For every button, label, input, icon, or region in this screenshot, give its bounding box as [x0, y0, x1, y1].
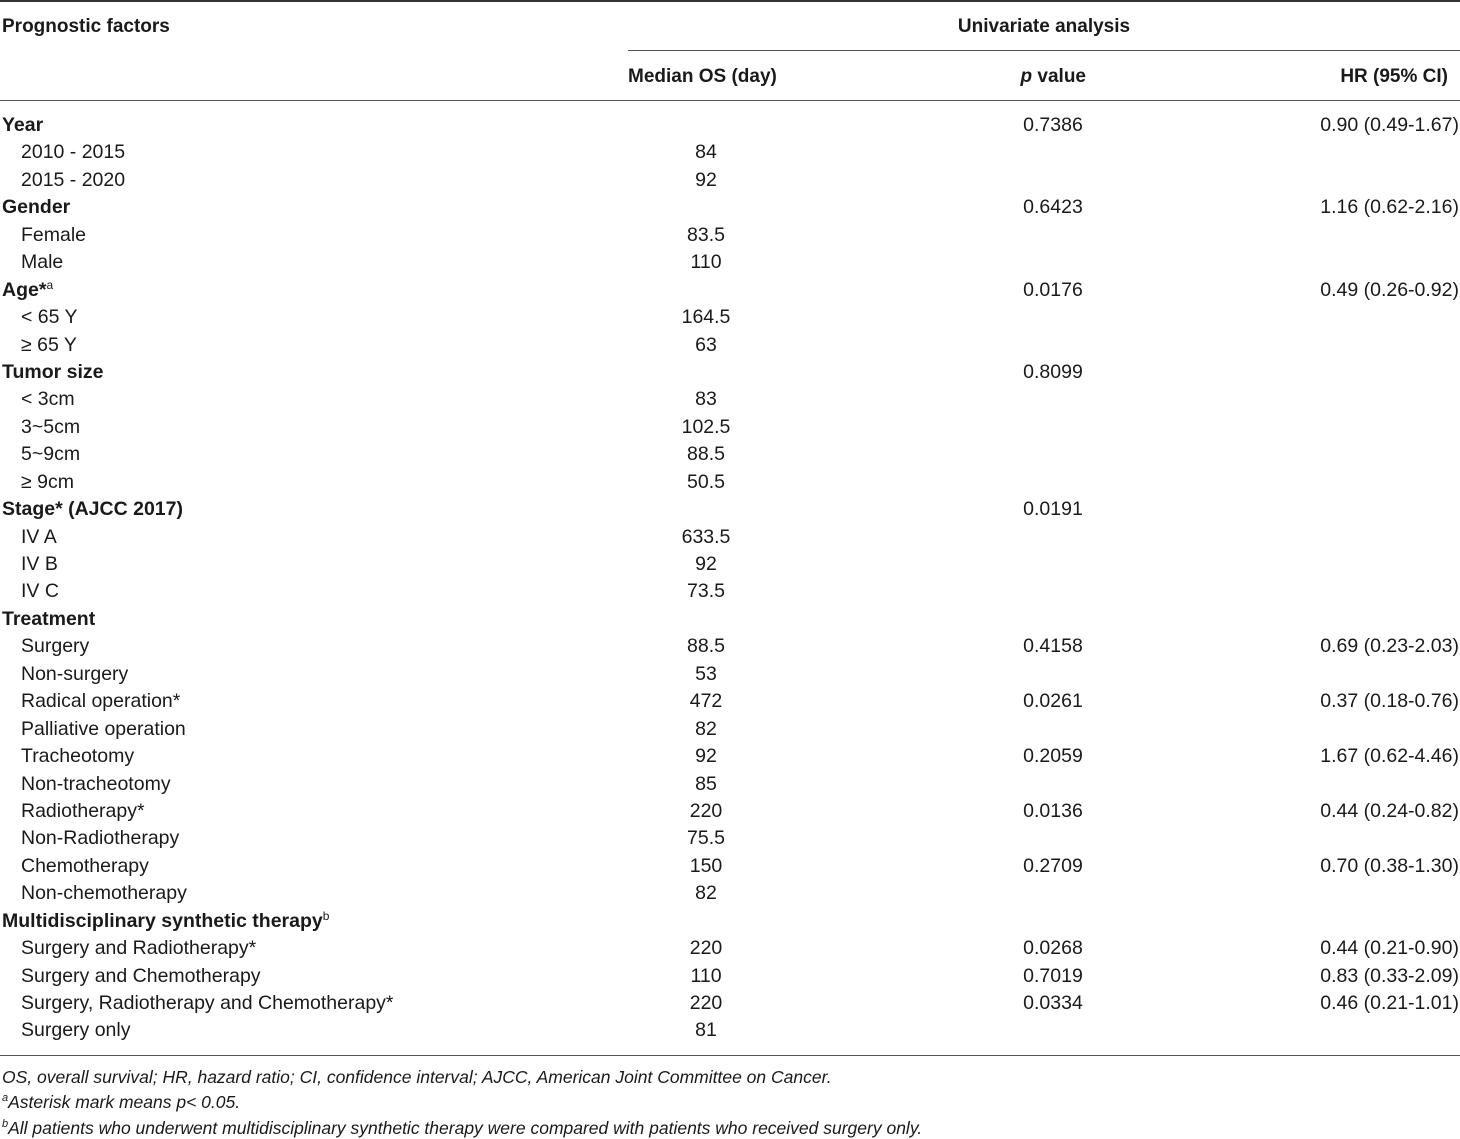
row-label-superscript: a — [46, 277, 54, 292]
category-row — [0, 908, 1460, 935]
table-row — [0, 661, 1460, 688]
row-label-text: Surgery and Radiotherapy* — [21, 937, 257, 960]
row-label-text: 2010 - 2015 — [21, 141, 126, 164]
row-label-text: Chemotherapy — [21, 854, 149, 877]
median-os-cell: 83.5 — [687, 223, 725, 246]
row-label-text: Surgery — [21, 635, 90, 658]
p-value-cell: 0.0261 — [1023, 690, 1083, 713]
footnote-b — [2, 1117, 922, 1139]
row-label-text: Male — [21, 251, 64, 274]
median-os-cell: 110 — [690, 251, 722, 274]
row-label — [2, 359, 104, 386]
row-label — [21, 935, 256, 962]
median-os-cell: 83 — [695, 388, 717, 411]
median-os-cell: 82 — [695, 882, 717, 905]
row-label — [2, 277, 53, 304]
table-row — [0, 524, 1460, 551]
row-label — [21, 578, 59, 605]
row-label — [21, 880, 187, 907]
row-label — [21, 853, 149, 880]
footnote-a-text: Asterisk mark means p< 0.05. — [8, 1092, 241, 1112]
table-row — [0, 880, 1460, 907]
median-os-cell: 63 — [695, 333, 717, 356]
p-value-cell: 0.0334 — [1023, 992, 1083, 1014]
table-row — [0, 963, 1460, 990]
row-label — [21, 222, 86, 249]
row-label-text: Non-chemotherapy — [21, 882, 187, 905]
row-label-text: Radiotherapy* — [21, 799, 145, 822]
hr-ci-cell: 1.16 (0.62-2.16) — [1320, 196, 1459, 219]
table-row — [0, 551, 1460, 578]
table-row — [0, 853, 1460, 880]
p-value-cell: 0.0136 — [1023, 799, 1083, 822]
table-row — [0, 990, 1460, 1017]
row-label-text: 2015 - 2020 — [21, 168, 126, 191]
row-label-text: Age* — [2, 278, 47, 301]
median-os-cell: 50.5 — [687, 470, 725, 493]
header-univariate-analysis: Univariate analysis — [957, 16, 1131, 37]
p-value-cell: 0.0176 — [1023, 278, 1083, 301]
row-label — [21, 139, 125, 166]
table-row — [0, 935, 1460, 962]
row-label — [21, 414, 80, 441]
footnote-b-mark: b — [2, 1118, 9, 1130]
table-row — [0, 1017, 1460, 1044]
median-os-cell: 92 — [695, 553, 717, 575]
hr-ci-cell: 0.49 (0.26-0.92) — [1320, 278, 1459, 301]
median-os-cell: 220 — [689, 799, 723, 822]
table-row — [0, 469, 1460, 496]
table-row — [0, 222, 1460, 249]
row-label-text: Non-Radiotherapy — [21, 827, 180, 850]
row-label — [2, 112, 43, 139]
table-row — [0, 332, 1460, 359]
row-label-text: ≥ 65 Y — [21, 333, 77, 356]
median-os-cell: 220 — [689, 937, 723, 960]
hr-ci-cell: 0.83 (0.33-2.09) — [1320, 964, 1459, 987]
row-label — [21, 743, 134, 770]
footnote-a — [2, 1091, 240, 1113]
table-row — [0, 249, 1460, 276]
row-label — [21, 716, 186, 743]
header-p-value — [1021, 66, 1086, 88]
table-body — [0, 112, 1460, 1045]
row-label-text: ≥ 9cm — [21, 470, 74, 493]
row-label — [21, 524, 57, 551]
row-label-text: Palliative operation — [21, 717, 186, 740]
row-label-text: IV B — [21, 553, 58, 575]
row-label — [21, 249, 63, 276]
row-label-text: Surgery, Radiotherapy and Chemotherapy* — [21, 992, 394, 1014]
median-os-cell: 73.5 — [687, 580, 725, 603]
table-row — [0, 688, 1460, 715]
footnote-abbreviations: OS, overall survival; HR, hazard ratio; CI, confidence interval; AJCC, American Joint Committee on Cancer. — [2, 1067, 832, 1087]
row-label-text: Multidisciplinary synthetic therapy — [2, 909, 323, 932]
p-value-cell: 0.8099 — [1023, 360, 1083, 383]
row-label-text: Tracheotomy — [21, 745, 135, 768]
row-label — [2, 606, 95, 633]
row-label-text: Surgery only — [21, 1019, 131, 1042]
table-row — [0, 414, 1460, 441]
median-os-cell: 92 — [695, 745, 717, 768]
p-value-cell: 0.2709 — [1023, 854, 1083, 877]
table-top-rule — [0, 0, 1460, 2]
median-os-cell: 85 — [695, 772, 717, 795]
p-value-cell: 0.6423 — [1023, 196, 1083, 219]
median-os-cell: 150 — [689, 854, 723, 877]
hr-ci-cell: 0.37 (0.18-0.76) — [1320, 690, 1459, 713]
row-label — [21, 688, 180, 715]
p-value-cell: 0.0268 — [1023, 937, 1083, 960]
row-label-text: Tumor size — [2, 360, 104, 383]
row-label — [21, 386, 75, 413]
row-label-text: Radical operation* — [21, 690, 181, 713]
univariate-span-rule — [628, 50, 1460, 51]
median-os-cell: 88.5 — [687, 635, 725, 658]
header-p-rest: value — [1032, 66, 1086, 87]
table-row — [0, 386, 1460, 413]
row-label-text: Non-surgery — [21, 662, 129, 685]
row-label — [21, 551, 58, 578]
p-value-cell: 0.2059 — [1023, 745, 1083, 768]
median-os-cell: 472 — [689, 690, 723, 713]
hr-ci-cell: 0.44 (0.21-0.90) — [1320, 937, 1459, 960]
category-row — [0, 606, 1460, 633]
median-os-cell: 84 — [695, 141, 717, 164]
row-label-text: Stage* (AJCC 2017) — [2, 498, 183, 521]
row-label — [21, 167, 125, 194]
table-row — [0, 139, 1460, 166]
hr-ci-cell: 0.70 (0.38-1.30) — [1320, 854, 1459, 877]
row-label-text: Treatment — [2, 607, 96, 630]
row-label-text: Non-tracheotomy — [21, 772, 171, 795]
category-row — [0, 496, 1460, 523]
median-os-cell: 82 — [695, 717, 717, 740]
row-label — [2, 194, 70, 221]
hr-ci-cell: 0.69 (0.23-2.03) — [1320, 635, 1459, 658]
median-os-cell: 88.5 — [687, 443, 725, 466]
row-label-text: Gender — [2, 196, 71, 219]
p-value-cell: 0.7386 — [1023, 114, 1083, 136]
row-label-text: < 65 Y — [21, 306, 78, 329]
median-os-cell: 633.5 — [681, 525, 731, 548]
row-label — [21, 1017, 130, 1044]
row-label — [2, 908, 329, 935]
table-row — [0, 441, 1460, 468]
row-label — [21, 332, 77, 359]
row-label — [21, 825, 179, 852]
hr-ci-cell: 1.67 (0.62-4.46) — [1320, 745, 1459, 768]
median-os-cell: 220 — [689, 992, 723, 1014]
header-bottom-rule — [0, 100, 1460, 101]
table-row — [0, 167, 1460, 194]
row-label-text: IV C — [21, 580, 59, 603]
category-row — [0, 194, 1460, 221]
table-row — [0, 578, 1460, 605]
row-label — [21, 661, 128, 688]
hr-ci-cell: 0.46 (0.21-1.01) — [1320, 992, 1459, 1014]
table-row — [0, 716, 1460, 743]
header-median-os: Median OS (day) — [628, 66, 777, 87]
row-label-superscript: b — [322, 908, 330, 923]
table-row — [0, 825, 1460, 852]
median-os-cell: 81 — [695, 1019, 717, 1042]
median-os-cell: 110 — [690, 964, 722, 987]
row-label — [21, 441, 80, 468]
row-label — [21, 633, 89, 660]
row-label-text: IV A — [21, 525, 57, 548]
table-row — [0, 743, 1460, 770]
row-label-text: 3~5cm — [21, 415, 81, 438]
row-label-text: Surgery and Chemotherapy — [21, 964, 261, 987]
row-label — [21, 963, 261, 990]
row-label — [21, 990, 394, 1017]
row-label — [21, 771, 171, 798]
table-row — [0, 771, 1460, 798]
hr-ci-cell: 0.90 (0.49-1.67) — [1320, 114, 1459, 136]
table-row — [0, 798, 1460, 825]
footnote-a-mark: a — [2, 1092, 9, 1104]
row-label — [21, 304, 78, 331]
row-label-text: Female — [21, 223, 87, 246]
row-label — [2, 496, 183, 523]
category-row — [0, 359, 1460, 386]
row-label-text: 5~9cm — [21, 443, 81, 466]
median-os-cell: 75.5 — [687, 827, 725, 850]
hr-ci-cell: 0.44 (0.24-0.82) — [1320, 799, 1459, 822]
header-prognostic-factors: Prognostic factors — [2, 16, 170, 37]
row-label — [21, 798, 145, 825]
p-value-cell: 0.0191 — [1023, 498, 1083, 521]
row-label — [21, 469, 74, 496]
median-os-cell: 164.5 — [681, 306, 731, 329]
median-os-cell: 92 — [695, 168, 717, 191]
footnote-b-text: All patients who underwent multidisciplinary synthetic therapy were compared with patients who received surgery only. — [8, 1118, 923, 1138]
table-row — [0, 633, 1460, 660]
row-label-text: Year — [2, 114, 44, 136]
row-label-text: < 3cm — [21, 388, 75, 411]
median-os-cell: 102.5 — [681, 415, 731, 438]
table-bottom-rule — [0, 1055, 1460, 1056]
table-row — [0, 304, 1460, 331]
p-value-cell: 0.4158 — [1023, 635, 1083, 658]
category-row — [0, 277, 1460, 304]
median-os-cell: 53 — [695, 662, 717, 685]
category-row — [0, 112, 1460, 139]
header-p-italic: p — [1020, 66, 1033, 87]
p-value-cell: 0.7019 — [1023, 964, 1083, 987]
header-hr: HR (95% CI) — [1340, 66, 1448, 87]
